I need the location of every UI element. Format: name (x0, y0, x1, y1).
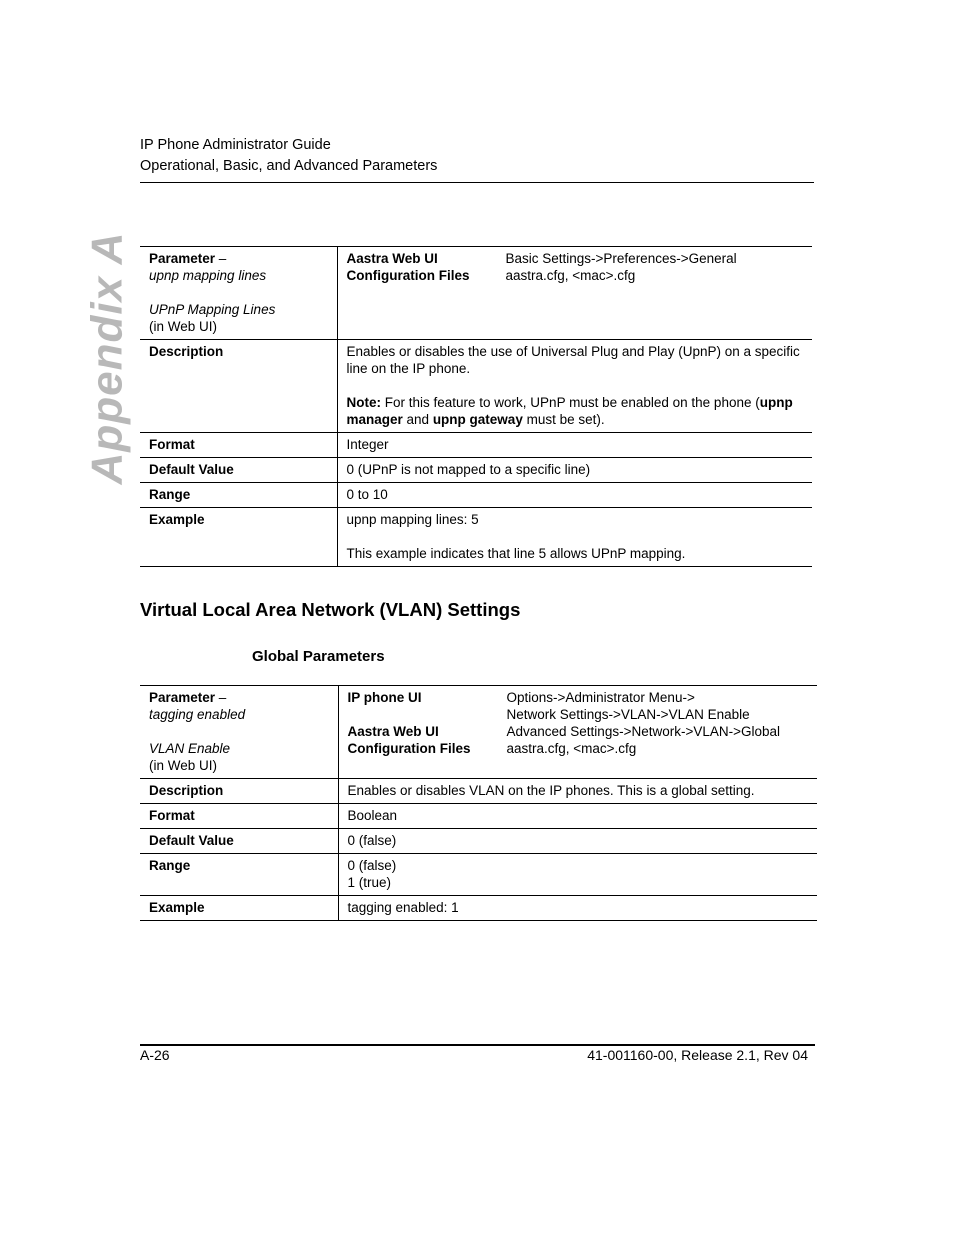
location-key: Configuration Files (347, 741, 471, 756)
table-row (140, 804, 817, 829)
table-row (140, 483, 812, 508)
location-value: Basic Settings->Preferences->General (505, 251, 737, 266)
location-value: Options->Administrator Menu-> (506, 690, 695, 705)
row-label: Range (140, 854, 338, 896)
row-label: Format (140, 804, 338, 829)
location-value: aastra.cfg, <mac>.cfg (505, 268, 636, 283)
example-description: This example indicates that line 5 allows UPnP mapping. (346, 546, 686, 561)
row-label: Description (140, 779, 338, 804)
row-value (337, 340, 812, 433)
header-rule (140, 182, 814, 183)
location-value: Advanced Settings->Network->VLAN->Global (506, 724, 781, 739)
location-key: Aastra Web UI (346, 251, 438, 266)
row-value: 0 (UPnP is not mapped to a specific line) (337, 458, 812, 483)
location-key: Aastra Web UI (347, 724, 439, 739)
parameter-dash: – (215, 251, 227, 266)
page-number: A-26 (140, 1047, 170, 1063)
table-row (140, 896, 817, 921)
table-row (140, 247, 812, 340)
row-label: Default Value (140, 829, 338, 854)
parameter-name: upnp mapping lines (149, 268, 267, 283)
description-text: Enables or disables the use of Universal Plug and Play (UpnP) on a specific line on the IP phone. (346, 344, 800, 376)
table-row (140, 458, 812, 483)
row-label: Format (140, 433, 337, 458)
subsection-title: Global Parameters (252, 648, 385, 665)
row-label: Example (140, 896, 338, 921)
parameter-name: tagging enabled (149, 707, 246, 722)
example-value: upnp mapping lines: 5 (346, 512, 479, 527)
location-key: IP phone UI (347, 690, 422, 705)
parameter-cell (140, 247, 337, 340)
table-row (140, 686, 817, 779)
note-text: Note: For this feature to work, UPnP must be enabled on the phone (upnp manager and upnp gateway must be set). (346, 395, 793, 427)
location-key: Configuration Files (346, 268, 470, 283)
row-label: Default Value (140, 458, 337, 483)
table-row (140, 340, 812, 433)
table-row (140, 508, 812, 567)
table-row (140, 779, 817, 804)
row-value (337, 508, 812, 567)
row-label: Description (140, 340, 337, 433)
row-value (338, 854, 817, 896)
appendix-side-label: Appendix A (82, 231, 132, 484)
parameter-webui-note: (in Web UI) (149, 758, 218, 773)
parameter-webui-name: UPnP Mapping Lines (149, 302, 276, 317)
upnp-mapping-lines-table (140, 246, 812, 567)
table-row (140, 854, 817, 896)
row-value: Enables or disables VLAN on the IP phones. This is a global setting. (338, 779, 817, 804)
section-title: Virtual Local Area Network (VLAN) Settings (140, 599, 521, 620)
parameter-cell (140, 686, 338, 779)
table-row (140, 433, 812, 458)
parameter-dash: – (215, 690, 227, 705)
parameter-label: Parameter (149, 690, 216, 705)
header-title: IP Phone Administrator Guide (140, 137, 331, 153)
row-label: Example (140, 508, 337, 567)
footer-rule (140, 1044, 815, 1046)
location-value: Network Settings->VLAN->VLAN Enable (506, 707, 750, 722)
document-number: 41-001160-00, Release 2.1, Rev 04 (587, 1047, 808, 1063)
location-value: aastra.cfg, <mac>.cfg (506, 741, 637, 756)
row-value: 0 (false) (338, 829, 817, 854)
header-subtitle: Operational, Basic, and Advanced Parameters (140, 158, 438, 174)
tagging-enabled-table (140, 685, 817, 921)
parameter-webui-name: VLAN Enable (149, 741, 231, 756)
table-row (140, 829, 817, 854)
row-value: 0 to 10 (337, 483, 812, 508)
row-value: Boolean (338, 804, 817, 829)
location-cell (338, 686, 817, 779)
row-value: tagging enabled: 1 (338, 896, 817, 921)
row-value: Integer (337, 433, 812, 458)
range-value: 0 (false) (347, 858, 397, 873)
location-cell (337, 247, 812, 340)
row-label: Range (140, 483, 337, 508)
parameter-webui-note: (in Web UI) (149, 319, 218, 334)
range-value: 1 (true) (347, 875, 392, 890)
parameter-label: Parameter (149, 251, 216, 266)
